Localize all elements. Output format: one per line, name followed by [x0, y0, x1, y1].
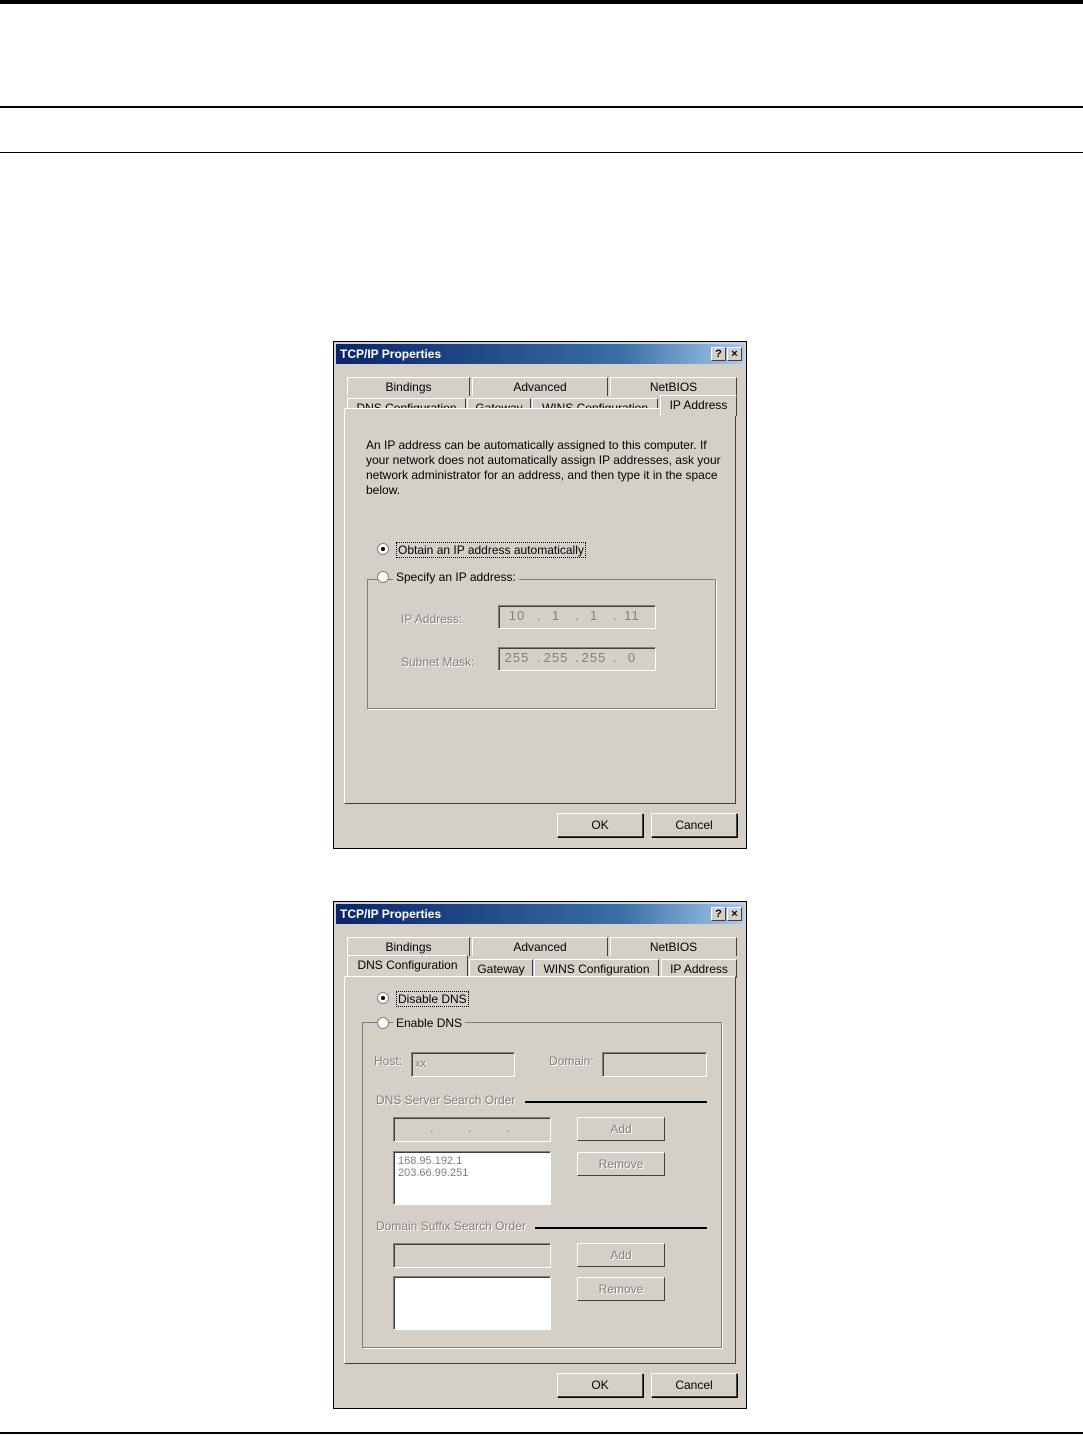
suffix-remove-button[interactable]: Remove — [577, 1277, 665, 1301]
specify-ip-radio[interactable] — [377, 571, 389, 583]
dns-add-button[interactable]: Add — [577, 1117, 665, 1141]
help-icon[interactable]: ? — [711, 907, 726, 921]
dns-server-item[interactable]: 203.66.99.251 — [398, 1167, 469, 1179]
tab-advanced[interactable]: Advanced — [472, 377, 608, 396]
title-bar — [336, 344, 744, 364]
domain-suffix-list[interactable] — [393, 1276, 551, 1330]
subnet-mask-field[interactable] — [498, 647, 656, 671]
dns-search-divider — [525, 1101, 707, 1103]
specify-ip-group — [367, 579, 716, 709]
tab-ip-address[interactable]: IP Address — [661, 959, 737, 978]
suffix-search-divider — [535, 1227, 707, 1229]
enable-dns-radio[interactable] — [377, 1017, 389, 1029]
ok-button[interactable]: OK — [557, 813, 643, 837]
tab-netbios[interactable]: NetBIOS — [610, 377, 737, 396]
disable-dns-label[interactable]: Disable DNS — [398, 992, 467, 1006]
ip-address-field[interactable] — [498, 605, 656, 629]
dns-server-search-order-label: DNS Server Search Order — [376, 1093, 516, 1107]
dns-ip-dot: . — [506, 1120, 510, 1135]
subheader-rule — [0, 152, 1083, 153]
suffix-add-button[interactable]: Add — [577, 1243, 665, 1267]
domain-suffix-search-order-label: Domain Suffix Search Order — [376, 1219, 526, 1233]
bottom-rule — [0, 1432, 1083, 1434]
host-input[interactable] — [411, 1052, 515, 1077]
top-rule — [0, 0, 1083, 4]
ip-octet-2: 1 — [551, 608, 561, 623]
tcpip-dialog-ip-address — [333, 341, 747, 849]
dns-server-ip-input[interactable] — [393, 1117, 551, 1142]
dialog-title: TCP/IP Properties — [340, 347, 442, 361]
domain-label: Domain: — [549, 1054, 594, 1068]
ip-dot: . — [613, 608, 617, 623]
mask-octet-4: 0 — [627, 650, 637, 665]
mask-octet-1: 255 — [504, 650, 530, 665]
obtain-ip-auto-radio[interactable] — [377, 543, 389, 555]
tab-panel — [344, 408, 736, 804]
ip-dot: . — [537, 608, 541, 623]
dns-ip-dot: . — [468, 1120, 472, 1135]
subnet-mask-label: Subnet Mask: — [401, 655, 475, 669]
tab-wins-configuration[interactable]: WINS Configuration — [534, 959, 659, 978]
dns-remove-button[interactable]: Remove — [577, 1152, 665, 1176]
host-label: Host: — [374, 1054, 403, 1068]
ip-address-label: IP Address: — [401, 612, 463, 626]
close-icon[interactable]: × — [727, 347, 742, 361]
enable-dns-label[interactable]: Enable DNS — [393, 1016, 465, 1030]
tab-bindings[interactable]: Bindings — [347, 377, 470, 396]
disable-dns-radio[interactable] — [377, 992, 389, 1004]
tab-ip-address[interactable]: IP Address — [660, 395, 737, 416]
cancel-button[interactable]: Cancel — [651, 813, 737, 837]
tab-netbios[interactable]: NetBIOS — [610, 937, 737, 956]
domain-suffix-input[interactable] — [393, 1243, 551, 1268]
mask-octet-3: 255 — [581, 650, 607, 665]
tab-dns-configuration[interactable]: DNS Configuration — [347, 955, 468, 976]
mask-dot: . — [613, 650, 617, 665]
ip-dot: . — [575, 608, 579, 623]
specify-ip-label[interactable]: Specify an IP address: — [393, 570, 519, 584]
dns-ip-dot: . — [430, 1120, 434, 1135]
close-icon[interactable]: × — [727, 907, 742, 921]
mask-dot: . — [537, 650, 541, 665]
obtain-ip-auto-label[interactable]: Obtain an IP address automatically — [398, 543, 584, 557]
description-text: An IP address can be automatically assigned to this computer. If your network does not automatically assign IP addresses, ask your network administrator for an address, and then type it in the space below. — [366, 438, 721, 497]
tab-gateway[interactable]: Gateway — [469, 959, 533, 978]
ip-octet-3: 1 — [589, 608, 599, 623]
header-rule — [0, 106, 1083, 108]
ok-button[interactable]: OK — [557, 1373, 643, 1397]
ip-octet-4: 11 — [624, 608, 640, 623]
tab-panel — [344, 976, 736, 1364]
ip-octet-1: 10 — [508, 608, 526, 623]
tab-advanced[interactable]: Advanced — [472, 937, 608, 956]
host-value: xx — [415, 1058, 426, 1070]
help-icon[interactable]: ? — [711, 347, 726, 361]
title-bar — [336, 904, 744, 924]
tab-bindings[interactable]: Bindings — [347, 937, 470, 956]
domain-input[interactable] — [602, 1052, 707, 1077]
dns-server-item[interactable]: 168.95.192.1 — [398, 1155, 463, 1167]
mask-octet-2: 255 — [543, 650, 569, 665]
dns-server-list[interactable] — [393, 1151, 551, 1205]
tcpip-dialog-dns-configuration — [333, 901, 747, 1409]
cancel-button[interactable]: Cancel — [651, 1373, 737, 1397]
dialog-title: TCP/IP Properties — [340, 907, 442, 921]
mask-dot: . — [575, 650, 579, 665]
